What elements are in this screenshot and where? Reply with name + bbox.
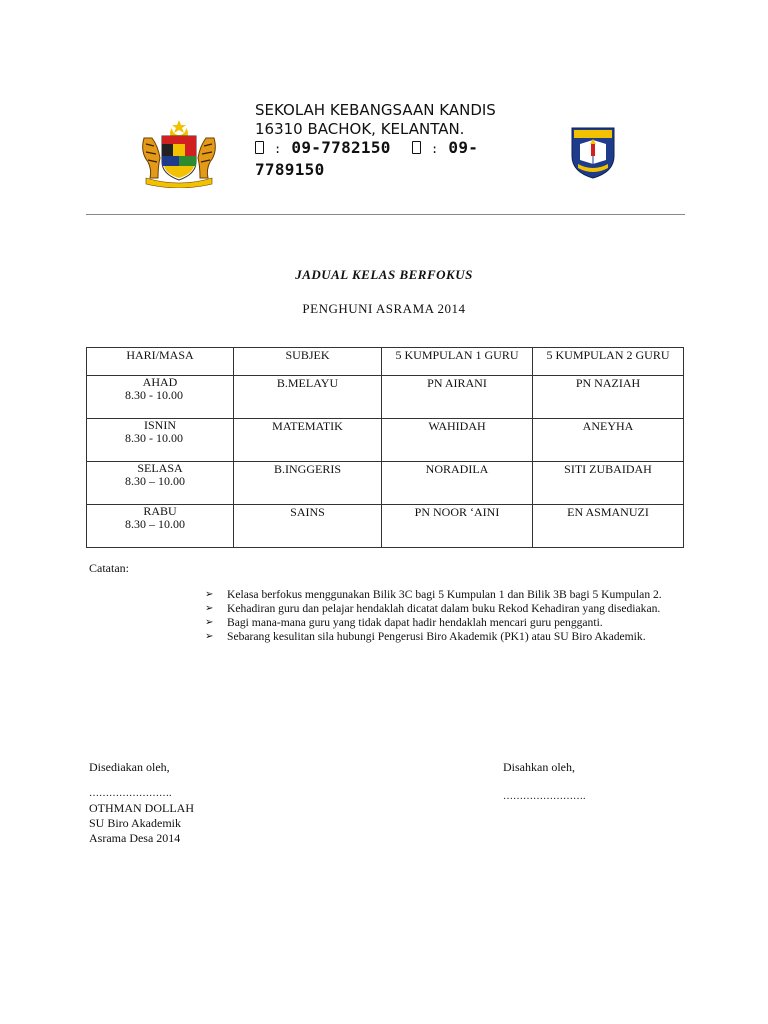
schedule-table — [86, 347, 684, 548]
note-text: Bagi mana-mana guru yang tidak dapat hadir hendaklah mencari guru pengganti. — [227, 616, 603, 629]
prepared-role: SU Biro Akademik — [89, 816, 181, 830]
arrow-bullet-icon: ➢ — [205, 589, 214, 600]
phone-line — [255, 138, 391, 157]
header-divider — [86, 214, 685, 215]
subject-cell: MATEMATIK — [234, 419, 382, 462]
group1-teacher-cell: PN NOOR ‘AINI — [382, 505, 533, 548]
arrow-bullet-icon: ➢ — [205, 631, 214, 642]
day-name: SELASA — [137, 461, 183, 475]
approved-signature-line: ……………………. — [503, 791, 586, 802]
time-range: 8.30 – 10.00 — [125, 517, 185, 531]
group2-teacher-cell: SITI ZUBAIDAH — [533, 462, 684, 505]
fax-number-part1: 09- — [448, 138, 479, 157]
phone-icon — [255, 141, 264, 154]
time-range: 8.30 - 10.00 — [125, 388, 183, 402]
phone-label: : — [273, 142, 282, 156]
day-name: ISNIN — [144, 418, 176, 432]
header-cell: SUBJEK — [234, 348, 382, 376]
day-cell — [87, 505, 234, 548]
group2-teacher-cell: ANEYHA — [533, 419, 684, 462]
school-address: 16310 BACHOK, KELANTAN. — [255, 120, 465, 138]
approved-by-label: Disahkan oleh, — [503, 760, 575, 774]
phone-number: 09-7782150 — [291, 138, 391, 157]
subject-cell: B.INGGERIS — [234, 462, 382, 505]
prepared-signature-line: ……………………. — [89, 788, 172, 799]
prepared-by-label: Disediakan oleh, — [89, 760, 170, 774]
list-item — [205, 630, 665, 644]
group1-teacher-cell: WAHIDAH — [382, 419, 533, 462]
fax-line — [412, 138, 478, 157]
header-cell: 5 KUMPULAN 1 GURU — [382, 348, 533, 376]
school-name: SEKOLAH KEBANGSAAN KANDIS — [255, 101, 496, 119]
table-row — [87, 462, 684, 505]
table-header-row — [87, 348, 684, 376]
day-name: RABU — [143, 504, 177, 518]
list-item — [205, 616, 665, 630]
note-text: Kelasa berfokus menggunakan Bilik 3C bagi 5 Kumpulan 1 dan Bilik 3B bagi 5 Kumpulan 2. — [227, 588, 662, 601]
header-cell: HARI/MASA — [87, 348, 234, 376]
table-row — [87, 419, 684, 462]
table-row — [87, 376, 684, 419]
subject-cell: B.MELAYU — [234, 376, 382, 419]
group2-teacher-cell: EN ASMANUZI — [533, 505, 684, 548]
notes-list — [205, 588, 665, 644]
document-subtitle: PENGHUNI ASRAMA 2014 — [302, 301, 466, 316]
document-title: JADUAL KELAS BERFOKUS — [295, 267, 473, 282]
notes-label: Catatan: — [89, 561, 129, 575]
header-cell: 5 KUMPULAN 2 GURU — [533, 348, 684, 376]
prepared-organisation: Asrama Desa 2014 — [89, 831, 181, 845]
group2-teacher-cell: PN NAZIAH — [533, 376, 684, 419]
time-range: 8.30 - 10.00 — [125, 431, 183, 445]
note-text: Kehadiran guru dan pelajar hendaklah dicatat dalam buku Rekod Kehadiran yang disediakan. — [227, 602, 661, 615]
time-range: 8.30 – 10.00 — [125, 474, 185, 488]
fax-label: : — [430, 142, 439, 156]
coat-of-arms-logo — [138, 118, 220, 188]
arrow-bullet-icon: ➢ — [205, 617, 214, 628]
day-cell — [87, 462, 234, 505]
day-name: AHAD — [142, 375, 178, 389]
fax-number-part2: 7789150 — [255, 160, 325, 179]
day-cell — [87, 376, 234, 419]
table-row — [87, 505, 684, 548]
arrow-bullet-icon: ➢ — [205, 603, 214, 614]
group1-teacher-cell: NORADILA — [382, 462, 533, 505]
day-cell — [87, 419, 234, 462]
school-badge-logo — [570, 124, 616, 180]
subject-cell: SAINS — [234, 505, 382, 548]
fax-icon — [412, 141, 421, 154]
note-text: Sebarang kesulitan sila hubungi Pengerusi Biro Akademik (PK1) atau SU Biro Akademik. — [227, 630, 646, 643]
group1-teacher-cell: PN AIRANI — [382, 376, 533, 419]
list-item — [205, 602, 665, 616]
list-item — [205, 588, 665, 602]
prepared-name: OTHMAN DOLLAH — [89, 801, 194, 815]
